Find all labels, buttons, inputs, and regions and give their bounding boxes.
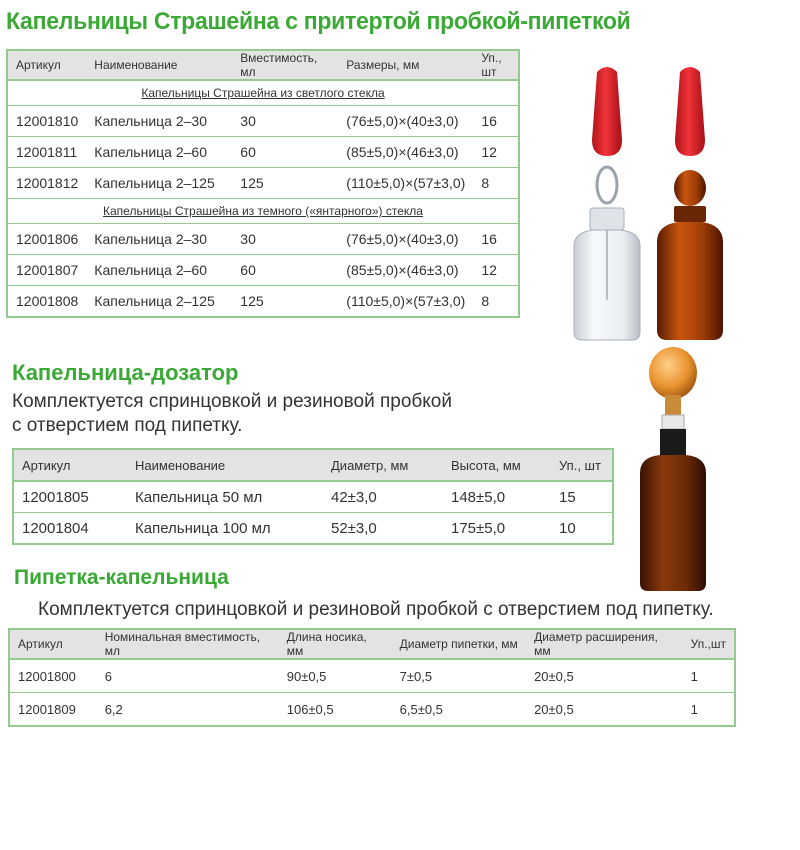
section1-title: Капельницы Страшейна с притертой пробкой-пипеткой — [6, 8, 631, 35]
cell-article: 12001805 — [13, 481, 127, 513]
cell-nominal-capacity: 6,2 — [97, 693, 279, 727]
cell-capacity: 125 — [232, 286, 338, 318]
table-row — [7, 137, 519, 168]
pipette-dropper-table — [8, 628, 736, 727]
dropper-dispenser-table — [12, 448, 614, 545]
cell-name: Капельница 2–125 — [86, 286, 232, 318]
col-header-expansion-diameter: Диаметр расширения, мм — [526, 629, 683, 659]
cell-pack: 12 — [473, 137, 519, 168]
cell-diameter: 52±3,0 — [323, 513, 443, 545]
section2-desc-line1: Комплектуется спринцовкой и резиновой пробкой — [12, 391, 452, 412]
cell-dimensions: (110±5,0)×(57±3,0) — [338, 286, 473, 318]
cell-pack: 12 — [473, 255, 519, 286]
cell-name: Капельница 2–30 — [86, 106, 232, 137]
col-header-capacity: Вместимость, мл — [232, 50, 338, 80]
col-header-name: Наименование — [127, 449, 323, 481]
table-header-row — [9, 629, 735, 659]
cell-name: Капельница 100 мл — [127, 513, 323, 545]
section2-title: Капельница-дозатор — [12, 360, 239, 385]
col-header-pack: Уп., шт — [551, 449, 613, 481]
cell-pipette-diameter: 6,5±0,5 — [392, 693, 526, 727]
col-header-spout-length: Длина носика, мм — [279, 629, 392, 659]
table-row — [13, 481, 613, 513]
table-row — [7, 255, 519, 286]
cell-height: 148±5,0 — [443, 481, 551, 513]
cell-nominal-capacity: 6 — [97, 659, 279, 693]
col-header-name: Наименование — [86, 50, 232, 80]
cell-dimensions: (85±5,0)×(46±3,0) — [338, 255, 473, 286]
group-label-dark: Капельницы Страшейна из темного («янтарного») стекла — [7, 199, 519, 224]
cell-pack: 15 — [551, 481, 613, 513]
table-row — [13, 513, 613, 545]
cell-spout-length: 106±0,5 — [279, 693, 392, 727]
cell-pack: 8 — [473, 286, 519, 318]
group-row-dark — [7, 199, 519, 224]
col-header-diameter: Диаметр, мм — [323, 449, 443, 481]
group-label-light: Капельницы Страшейна из светлого стекла — [7, 80, 519, 106]
cell-pack: 8 — [473, 168, 519, 199]
group-row-light — [7, 80, 519, 106]
cell-article: 12001807 — [7, 255, 86, 286]
cell-dimensions: (76±5,0)×(40±3,0) — [338, 106, 473, 137]
cell-pack: 1 — [683, 659, 735, 693]
col-header-dimensions: Размеры, мм — [338, 50, 473, 80]
col-header-article: Артикул — [7, 50, 86, 80]
cell-pack: 16 — [473, 224, 519, 255]
section3-desc: Комплектуется спринцовкой и резиновой пробкой с отверстием под пипетку. — [38, 599, 714, 620]
cell-dimensions: (85±5,0)×(46±3,0) — [338, 137, 473, 168]
cell-article: 12001811 — [7, 137, 86, 168]
cell-capacity: 60 — [232, 137, 338, 168]
cell-pack: 10 — [551, 513, 613, 545]
cell-pipette-diameter: 7±0,5 — [392, 659, 526, 693]
cell-name: Капельница 2–60 — [86, 137, 232, 168]
col-header-height: Высота, мм — [443, 449, 551, 481]
cell-name: Капельница 50 мл — [127, 481, 323, 513]
table-row — [9, 693, 735, 727]
cell-dimensions: (76±5,0)×(40±3,0) — [338, 224, 473, 255]
section2-desc-line2: с отверстием под пипетку. — [12, 415, 243, 436]
table-row — [9, 659, 735, 693]
cell-spout-length: 90±0,5 — [279, 659, 392, 693]
table-header-row — [7, 50, 519, 80]
cell-article: 12001806 — [7, 224, 86, 255]
cell-dimensions: (110±5,0)×(57±3,0) — [338, 168, 473, 199]
cell-name: Капельница 2–60 — [86, 255, 232, 286]
cell-expansion-diameter: 20±0,5 — [526, 659, 683, 693]
table-row — [7, 168, 519, 199]
cell-article: 12001800 — [9, 659, 97, 693]
col-header-article: Артикул — [9, 629, 97, 659]
col-header-pack: Уп.,шт — [683, 629, 735, 659]
cell-diameter: 42±3,0 — [323, 481, 443, 513]
cell-article: 12001810 — [7, 106, 86, 137]
cell-article: 12001804 — [13, 513, 127, 545]
col-header-pipette-diameter: Диаметр пипетки, мм — [392, 629, 526, 659]
col-header-pack: Уп., шт — [473, 50, 519, 80]
table-row — [7, 106, 519, 137]
cell-pack: 1 — [683, 693, 735, 727]
col-header-article: Артикул — [13, 449, 127, 481]
table-row — [7, 286, 519, 318]
cell-article: 12001812 — [7, 168, 86, 199]
table-row — [7, 224, 519, 255]
cell-article: 12001808 — [7, 286, 86, 318]
cell-name: Капельница 2–30 — [86, 224, 232, 255]
table-header-row — [13, 449, 613, 481]
cell-article: 12001809 — [9, 693, 97, 727]
section3-title: Пипетка-капельница — [14, 566, 229, 589]
cell-capacity: 30 — [232, 106, 338, 137]
cell-capacity: 30 — [232, 224, 338, 255]
dropper-dispenser-image — [628, 345, 718, 595]
col-header-nominal-capacity: Номинальная вместимость, мл — [97, 629, 279, 659]
cell-height: 175±5,0 — [443, 513, 551, 545]
cell-pack: 16 — [473, 106, 519, 137]
cell-capacity: 60 — [232, 255, 338, 286]
cell-capacity: 125 — [232, 168, 338, 199]
strashein-dropper-table — [6, 49, 520, 318]
cell-expansion-diameter: 20±0,5 — [526, 693, 683, 727]
strashein-droppers-image — [560, 60, 740, 345]
cell-name: Капельница 2–125 — [86, 168, 232, 199]
